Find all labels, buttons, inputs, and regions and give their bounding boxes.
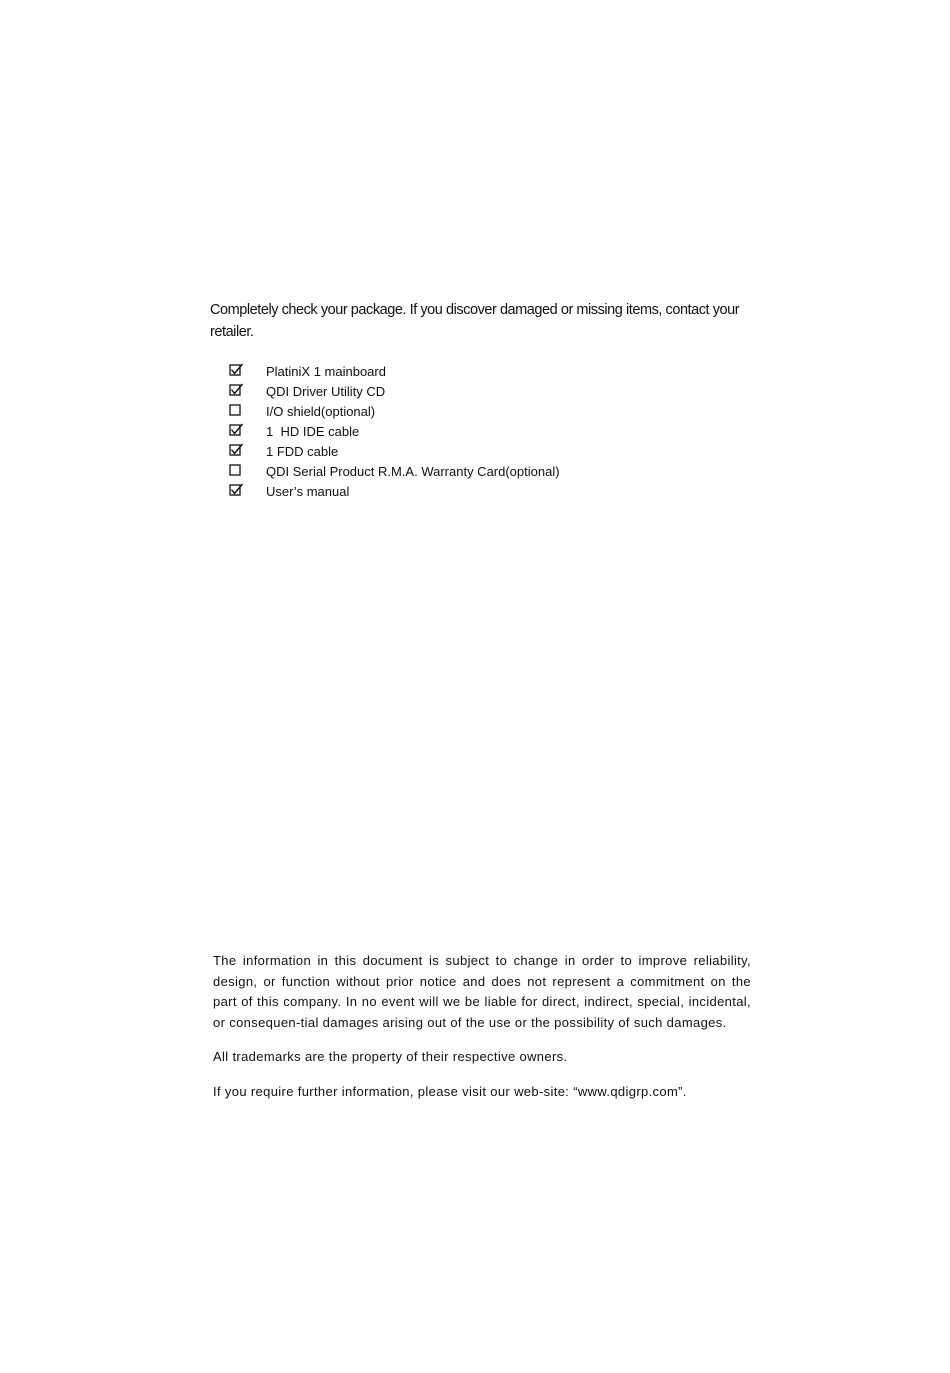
trademark-paragraph: All trademarks are the property of their respective owners. — [213, 1049, 568, 1064]
list-item — [229, 421, 560, 441]
list-item-label: PlatiniX 1 mainboard — [266, 363, 386, 379]
package-contents-list — [229, 361, 560, 501]
checkbox-icon — [229, 421, 242, 441]
checkbox-icon — [229, 481, 242, 501]
list-item-label: User’s manual — [266, 483, 350, 499]
package-check-intro: Completely check your package. If you discover damaged or missing items, contact your retailer. — [210, 302, 740, 340]
list-item-label: I/O shield(optional) — [266, 403, 376, 419]
disclaimer-paragraph: The information in this document is subject to change in order to improve reliability, design, or function without prior notice and does not represent a commitment on the part of this company. In no event will we be liable for direct, indirect, special, incidental, or consequen-tial damages arising out of the use or the possibility of such damages. — [213, 953, 751, 1030]
checkbox-icon — [229, 361, 242, 381]
list-item — [229, 381, 560, 401]
checkbox-icon — [229, 441, 242, 461]
checkbox-icon — [229, 461, 242, 481]
list-item — [229, 441, 560, 461]
website-paragraph: If you require further information, please visit our web-site: “www.qdigrp.com”. — [213, 1083, 687, 1099]
checkbox-icon — [229, 381, 242, 401]
list-item-label: QDI Driver Utility CD — [266, 383, 386, 399]
list-item — [229, 481, 560, 501]
checkbox-icon — [229, 401, 242, 421]
list-item — [229, 401, 560, 421]
list-item — [229, 461, 560, 481]
legal-notice — [213, 951, 751, 1102]
list-item — [229, 361, 560, 381]
list-item-label: QDI Serial Product R.M.A. Warranty Card(optional) — [266, 463, 560, 479]
list-item-label: 1 FDD cable — [266, 443, 339, 459]
list-item-label: 1 HD IDE cable — [266, 423, 360, 439]
